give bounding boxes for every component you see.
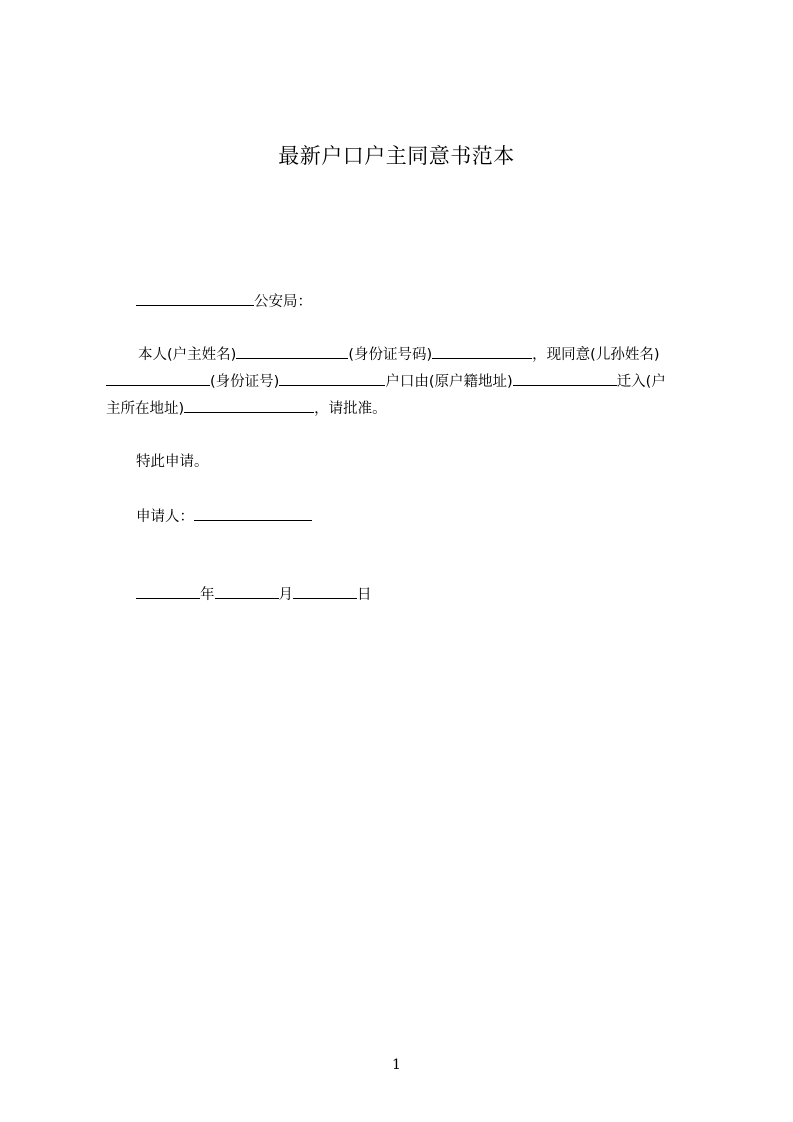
householder-name-blank[interactable]	[236, 344, 348, 359]
addressee-line	[136, 291, 312, 312]
applicant-line	[136, 506, 312, 527]
year-label: 年	[200, 587, 215, 603]
body-line-3	[106, 398, 387, 419]
body-line-2	[106, 371, 666, 392]
body-line-2-part-3: 迁入(户	[616, 374, 666, 390]
month-label: 月	[278, 587, 293, 603]
month-blank[interactable]	[215, 584, 279, 599]
applicant-label: 申请人：	[136, 509, 194, 525]
day-blank[interactable]	[293, 584, 357, 599]
closing-text: 特此申请。	[136, 454, 209, 470]
body-line-2-part-2: 户口由(原户籍地址)	[385, 374, 513, 390]
id-number-blank[interactable]	[432, 344, 532, 359]
body-line-1-part-1: 本人(户主姓名)	[138, 347, 237, 363]
day-label: 日	[357, 587, 372, 603]
document-title: 最新户口户主同意书范本	[278, 144, 515, 168]
body-line-1	[138, 344, 659, 365]
householder-address-blank[interactable]	[184, 398, 314, 413]
body-line-3-part-2: ，请批准。	[314, 401, 387, 417]
descendant-id-blank[interactable]	[279, 371, 385, 386]
date-line	[136, 584, 372, 605]
body-line-2-part-1: (身份证号)	[210, 374, 280, 390]
descendant-name-blank[interactable]	[106, 371, 210, 386]
body-line-1-part-2: (身份证号码)	[348, 347, 433, 363]
applicant-signature-blank[interactable]	[194, 506, 312, 521]
original-address-blank[interactable]	[513, 371, 617, 386]
addressee-suffix: 公安局：	[254, 294, 312, 310]
year-blank[interactable]	[136, 584, 200, 599]
page-number: 1	[392, 1057, 401, 1073]
police-bureau-blank[interactable]	[136, 291, 254, 306]
body-line-3-part-1: 主所在地址)	[106, 401, 185, 417]
body-line-1-part-3: ，现同意(儿孙姓名)	[532, 347, 660, 363]
